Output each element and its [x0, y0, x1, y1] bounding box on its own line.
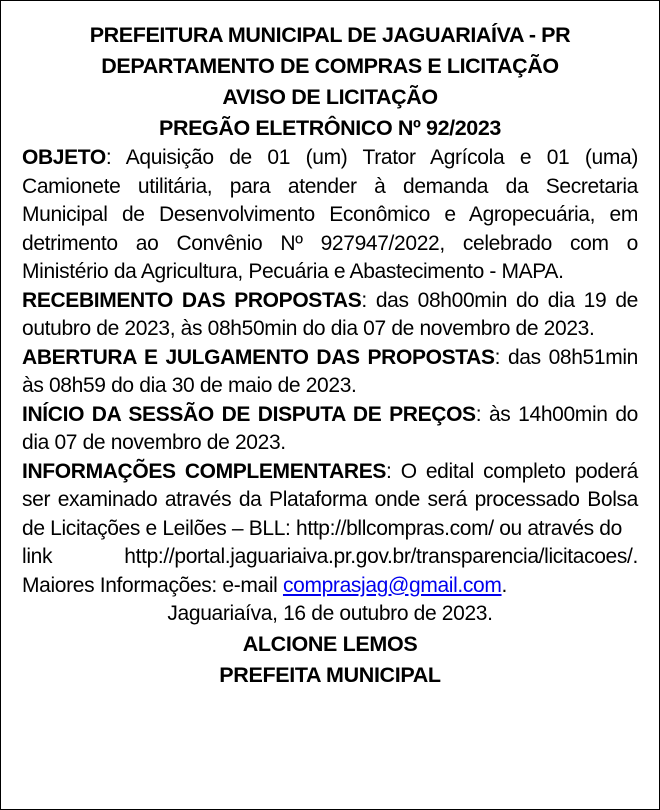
abertura-label: ABERTURA E JULGAMENTO DAS PROPOSTAS: [22, 345, 495, 369]
portal-link[interactable]: http://portal.jaguariaiva.pr.gov.br/transparencia/licitacoes/.: [124, 545, 638, 568]
objeto-text: : Aquisição de 01 (um) Trator Agrícola e 01 (uma) Camionete utilitária, para atender à demanda da Secretaria Municipal de Desenvolvimento Econômico e Agropecuária, em detrimento ao Convênio Nº 927947/2022, celebrado com o Ministério da Agricultura, Pecuária e Abastecimento - MAPA.: [22, 146, 638, 283]
header-department: DEPARTAMENTO DE COMPRAS E LICITAÇÃO: [101, 54, 559, 78]
portal-link-line: [22, 543, 638, 572]
recebimento-label: RECEBIMENTO DAS PROPOSTAS: [22, 288, 362, 312]
contact-prefix: Maiores Informações: e-mail: [22, 573, 283, 597]
signatory-name: ALCIONE LEMOS: [242, 631, 418, 656]
informacoes-text: : O edital completo poderá ser examinado através da Plataforma onde será processado Bolsa de Licitações e Leilões – BLL: http://bllcompras.com/ ou através do: [22, 459, 638, 540]
signatory-role: PREFEITA MUNICIPAL: [219, 662, 441, 687]
contact-line: [22, 572, 638, 601]
informacoes-label: INFORMAÇÕES COMPLEMENTARES: [22, 459, 387, 483]
section-inicio: [22, 401, 638, 458]
section-objeto: [22, 144, 638, 287]
link-word: link: [22, 545, 53, 568]
notice-header: [22, 20, 638, 144]
section-abertura: [22, 344, 638, 401]
header-notice-type: AVISO DE LICITAÇÃO: [222, 85, 438, 109]
inicio-text: : às 14h00min do dia 07 de novembro de 2023.: [22, 402, 638, 454]
recebimento-text: : das 08h00min do dia 19 de outubro de 2023, às 08h50min do dia 07 de novembro de 2023.: [22, 288, 638, 340]
notice-document: [22, 20, 638, 691]
section-recebimento: [22, 287, 638, 344]
contact-suffix: .: [501, 573, 508, 597]
header-municipality: PREFEITURA MUNICIPAL DE JAGUARIAÍVA - PR: [89, 23, 571, 47]
abertura-text: : das 08h51min às 08h59 do dia 30 de maio de 2023.: [22, 345, 638, 397]
inicio-label: INÍCIO DA SESSÃO DE DISPUTA DE PREÇOS: [22, 402, 476, 426]
issue-date: Jaguariaíva, 16 de outubro de 2023.: [167, 602, 493, 625]
section-informacoes: [22, 458, 638, 544]
objeto-label: OBJETO: [22, 146, 106, 169]
header-auction-number: PREGÃO ELETRÔNICO Nº 92/2023: [159, 116, 501, 140]
email-link[interactable]: comprasjag@gmail.com: [282, 573, 502, 597]
